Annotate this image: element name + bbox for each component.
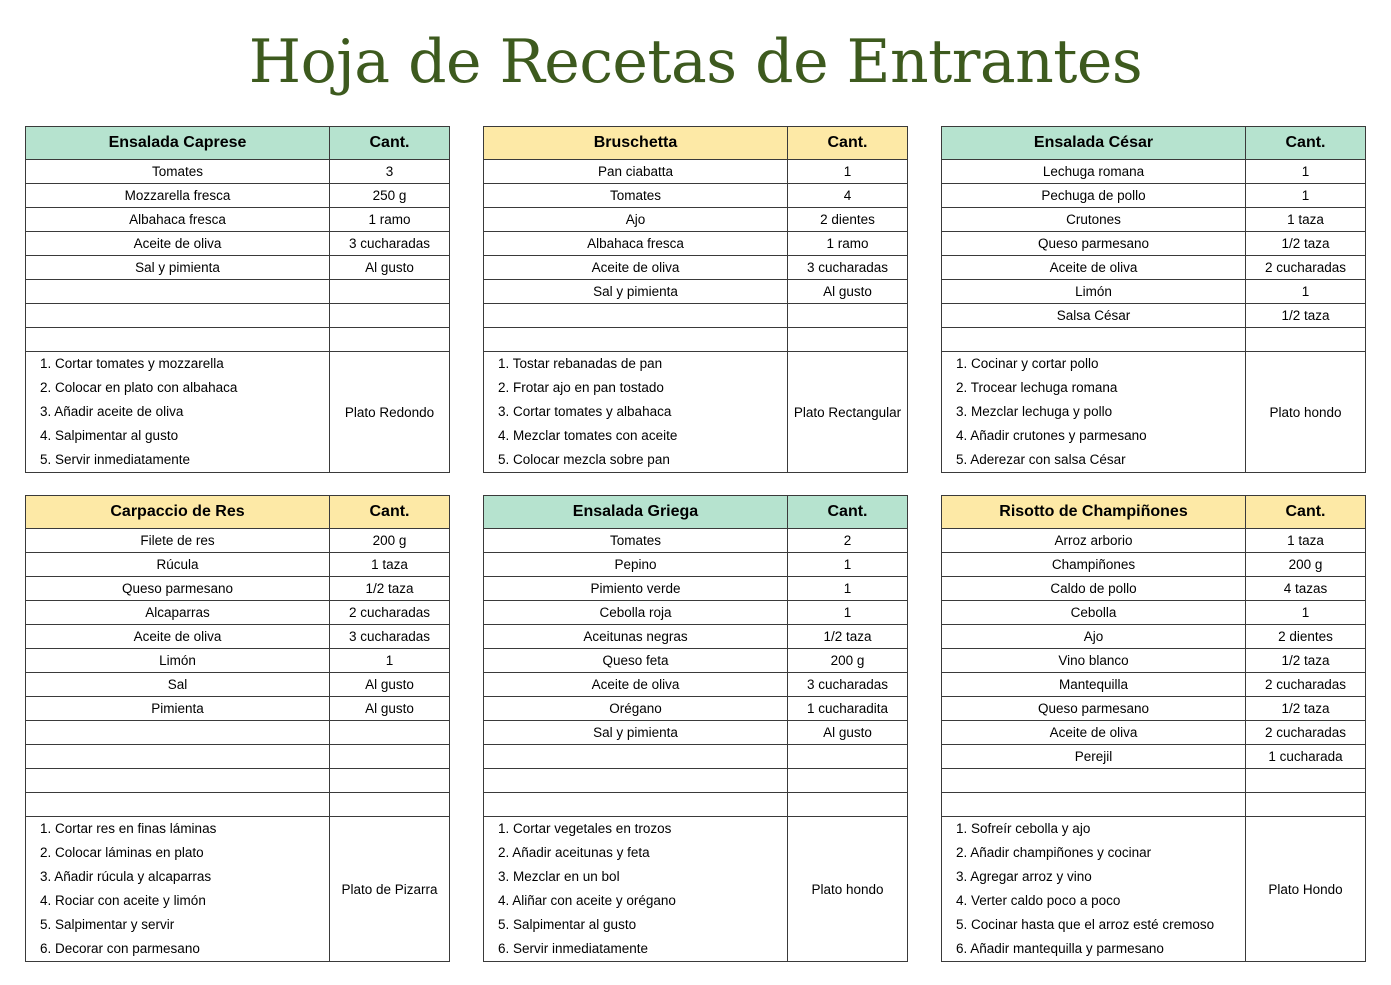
step-item: 6. Añadir mantequilla y parmesano — [956, 941, 1164, 956]
quantity-header: Cant. — [827, 134, 868, 151]
ingredient-row — [942, 745, 1365, 769]
ingredient-row — [26, 328, 449, 352]
ingredient-row — [484, 208, 907, 232]
ingredient-quantity: 2 cucharadas — [1264, 725, 1347, 740]
plate-type: Plato Rectangular — [793, 404, 902, 420]
step-item: 5. Salpimentar al gusto — [498, 917, 637, 932]
ingredient-row — [942, 304, 1365, 328]
recipe-name: Bruschetta — [484, 127, 788, 159]
ingredient-name: Queso feta — [484, 649, 788, 672]
ingredient-row — [484, 649, 907, 673]
ingredient-row — [484, 697, 907, 721]
ingredient-row — [942, 769, 1365, 793]
ingredient-row — [26, 208, 449, 232]
ingredient-name: Limón — [942, 280, 1246, 303]
ingredient-name: Lechuga romana — [942, 160, 1246, 183]
ingredient-row — [484, 673, 907, 697]
step-item: 1. Cocinar y cortar pollo — [956, 356, 1099, 371]
ingredient-row — [484, 769, 907, 793]
ingredient-name — [26, 328, 330, 351]
step-item: 3. Cortar tomates y albahaca — [498, 404, 672, 419]
ingredient-quantity — [330, 721, 449, 744]
quantity-header: Cant. — [369, 503, 410, 520]
ingredient-quantity: Al gusto — [365, 701, 414, 716]
ingredient-name — [26, 793, 330, 816]
ingredient-quantity: 1/2 taza — [1281, 701, 1330, 716]
ingredient-quantity: 250 g — [372, 188, 407, 203]
recipe-card-ensalada-cesar — [941, 126, 1366, 473]
ingredient-quantity: 1 — [1301, 284, 1310, 299]
step-item: 3. Agregar arroz y vino — [956, 869, 1092, 884]
ingredient-name — [942, 793, 1246, 816]
plate-type: Plato hondo — [1269, 404, 1342, 420]
ingredient-row — [942, 721, 1365, 745]
step-item: 3. Añadir rúcula y alcaparras — [40, 869, 212, 884]
ingredient-quantity: 1 cucharadita — [806, 701, 889, 716]
ingredient-row — [26, 697, 449, 721]
ingredient-name: Limón — [26, 649, 330, 672]
ingredient-row — [26, 280, 449, 304]
ingredient-quantity — [1246, 328, 1365, 351]
ingredient-name: Albahaca fresca — [484, 232, 788, 255]
ingredient-name: Ajo — [942, 625, 1246, 648]
ingredient-row — [26, 553, 449, 577]
quantity-header: Cant. — [1285, 134, 1326, 151]
plate-type: Plato Redondo — [344, 404, 435, 420]
ingredient-row — [484, 328, 907, 352]
recipe-header — [26, 127, 449, 160]
instructions-section — [942, 352, 1365, 472]
steps-list — [942, 352, 1246, 472]
ingredient-quantity: 3 cucharadas — [348, 629, 431, 644]
ingredient-quantity — [788, 745, 907, 768]
step-item: 2. Colocar láminas en plato — [40, 845, 204, 860]
instructions-section — [942, 817, 1365, 961]
ingredient-quantity: 1 cucharada — [1268, 749, 1343, 764]
steps-list — [484, 817, 788, 961]
ingredient-quantity: 1 — [843, 164, 852, 179]
ingredient-row — [942, 577, 1365, 601]
ingredient-row — [484, 529, 907, 553]
ingredient-quantity — [1246, 769, 1365, 792]
ingredient-row — [484, 256, 907, 280]
ingredient-name: Aceite de oliva — [484, 673, 788, 696]
ingredient-row — [26, 769, 449, 793]
step-item: 5. Salpimentar y servir — [40, 917, 175, 932]
ingredient-name: Aceite de oliva — [484, 256, 788, 279]
instructions-section — [484, 817, 907, 961]
ingredient-quantity: 1 ramo — [826, 236, 869, 251]
ingredient-row — [484, 601, 907, 625]
ingredient-quantity: 1 taza — [371, 557, 408, 572]
ingredient-quantity: 4 — [843, 188, 852, 203]
ingredient-row — [942, 529, 1365, 553]
ingredient-name: Caldo de pollo — [942, 577, 1246, 600]
ingredient-quantity: 1 — [385, 653, 394, 668]
ingredient-name: Aceite de oliva — [26, 625, 330, 648]
quantity-header: Cant. — [827, 503, 868, 520]
ingredient-row — [942, 208, 1365, 232]
ingredient-quantity — [788, 769, 907, 792]
instructions-section — [26, 352, 449, 472]
ingredient-quantity: 4 tazas — [1283, 581, 1328, 596]
ingredient-quantity: 1 taza — [1287, 212, 1324, 227]
ingredient-quantity: 1 — [843, 605, 852, 620]
ingredient-name: Pimienta — [26, 697, 330, 720]
ingredient-row — [942, 280, 1365, 304]
ingredient-quantity: Al gusto — [365, 260, 414, 275]
ingredient-row — [484, 745, 907, 769]
ingredient-row — [26, 793, 449, 817]
step-item: 4. Salpimentar al gusto — [40, 428, 179, 443]
step-item: 2. Frotar ajo en pan tostado — [498, 380, 664, 395]
recipe-name: Risotto de Champiñones — [942, 496, 1246, 528]
ingredient-name: Sal y pimienta — [26, 256, 330, 279]
ingredient-name: Aceitunas negras — [484, 625, 788, 648]
ingredient-name — [942, 328, 1246, 351]
recipe-name: Ensalada Caprese — [26, 127, 330, 159]
instructions-section — [484, 352, 907, 472]
ingredient-quantity: 2 dientes — [1278, 629, 1333, 644]
recipe-name: Carpaccio de Res — [26, 496, 330, 528]
step-item: 5. Cocinar hasta que el arroz esté cremoso — [956, 917, 1215, 932]
step-item: 6. Servir inmediatamente — [498, 941, 649, 956]
quantity-header: Cant. — [1285, 503, 1326, 520]
ingredient-row — [26, 745, 449, 769]
step-item: 2. Añadir champiñones y cocinar — [956, 845, 1152, 860]
ingredient-name: Mantequilla — [942, 673, 1246, 696]
ingredient-quantity: Al gusto — [365, 677, 414, 692]
step-item: 5. Colocar mezcla sobre pan — [498, 452, 670, 467]
ingredient-row — [26, 601, 449, 625]
ingredient-name — [26, 769, 330, 792]
ingredient-quantity: 1 — [1301, 188, 1310, 203]
ingredient-row — [942, 697, 1365, 721]
ingredient-name: Champiñones — [942, 553, 1246, 576]
recipe-header — [484, 127, 907, 160]
ingredient-quantity: 200 g — [1288, 557, 1323, 572]
ingredient-name — [484, 769, 788, 792]
ingredient-quantity: 2 cucharadas — [348, 605, 431, 620]
ingredient-row — [942, 625, 1365, 649]
ingredient-row — [484, 184, 907, 208]
ingredient-quantity: 2 cucharadas — [1264, 260, 1347, 275]
ingredient-quantity: 2 dientes — [820, 212, 875, 227]
ingredient-row — [26, 256, 449, 280]
step-item: 1. Cortar tomates y mozzarella — [40, 356, 224, 371]
step-item: 1. Cortar vegetales en trozos — [498, 821, 672, 836]
ingredient-row — [942, 601, 1365, 625]
ingredient-quantity: 1/2 taza — [1281, 236, 1330, 251]
ingredient-name: Sal y pimienta — [484, 280, 788, 303]
step-item: 6. Decorar con parmesano — [40, 941, 200, 956]
ingredient-name: Arroz arborio — [942, 529, 1246, 552]
ingredient-quantity: 3 cucharadas — [806, 677, 889, 692]
ingredient-row — [26, 625, 449, 649]
steps-list — [942, 817, 1246, 961]
ingredient-row — [942, 553, 1365, 577]
ingredient-quantity: 1 — [843, 557, 852, 572]
ingredient-name — [484, 304, 788, 327]
steps-list — [26, 817, 330, 961]
ingredient-name — [26, 745, 330, 768]
step-item: 3. Añadir aceite de oliva — [40, 404, 184, 419]
instructions-section — [26, 817, 449, 961]
ingredient-name: Perejil — [942, 745, 1246, 768]
ingredient-quantity — [788, 328, 907, 351]
ingredient-quantity — [330, 793, 449, 816]
ingredient-name: Mozzarella fresca — [26, 184, 330, 207]
ingredient-row — [942, 232, 1365, 256]
ingredient-name: Pan ciabatta — [484, 160, 788, 183]
plate-type: Plato hondo — [811, 881, 884, 897]
ingredient-row — [484, 625, 907, 649]
ingredient-row — [484, 160, 907, 184]
step-item: 2. Colocar en plato con albahaca — [40, 380, 238, 395]
ingredient-name: Tomates — [484, 529, 788, 552]
ingredient-name — [484, 745, 788, 768]
recipe-card-ensalada-caprese — [25, 126, 450, 473]
ingredient-quantity — [788, 304, 907, 327]
ingredient-name: Salsa César — [942, 304, 1246, 327]
step-item: 2. Añadir aceitunas y feta — [498, 845, 650, 860]
step-item: 1. Tostar rebanadas de pan — [498, 356, 663, 371]
step-item: 1. Cortar res en finas láminas — [40, 821, 217, 836]
ingredient-name — [26, 280, 330, 303]
recipe-header — [26, 496, 449, 529]
step-item: 4. Añadir crutones y parmesano — [956, 428, 1147, 443]
ingredient-name: Queso parmesano — [942, 697, 1246, 720]
recipe-name: Ensalada Griega — [484, 496, 788, 528]
ingredient-name: Queso parmesano — [942, 232, 1246, 255]
ingredient-quantity: 1/2 taza — [823, 629, 872, 644]
ingredient-quantity: 2 — [843, 533, 852, 548]
ingredient-name: Albahaca fresca — [26, 208, 330, 231]
ingredient-quantity: 200 g — [830, 653, 865, 668]
recipe-name: Ensalada César — [942, 127, 1246, 159]
recipe-header — [484, 496, 907, 529]
ingredient-quantity: 1 ramo — [368, 212, 411, 227]
ingredient-quantity: Al gusto — [823, 284, 872, 299]
step-item: 5. Servir inmediatamente — [40, 452, 191, 467]
steps-list — [484, 352, 788, 472]
ingredient-name — [942, 769, 1246, 792]
step-item: 2. Trocear lechuga romana — [956, 380, 1118, 395]
step-item: 4. Verter caldo poco a poco — [956, 893, 1121, 908]
step-item: 3. Mezclar en un bol — [498, 869, 620, 884]
ingredient-name: Queso parmesano — [26, 577, 330, 600]
ingredient-quantity: Al gusto — [823, 725, 872, 740]
ingredient-row — [942, 160, 1365, 184]
step-item: 1. Sofreír cebolla y ajo — [956, 821, 1091, 836]
ingredient-name: Tomates — [26, 160, 330, 183]
ingredient-row — [26, 232, 449, 256]
ingredient-row — [484, 577, 907, 601]
ingredient-name: Alcaparras — [26, 601, 330, 624]
ingredient-quantity: 200 g — [372, 533, 407, 548]
ingredient-name: Tomates — [484, 184, 788, 207]
page-title: Hoja de Recetas de Entrantes — [248, 27, 1143, 97]
ingredient-name: Cebolla — [942, 601, 1246, 624]
recipe-card-ensalada-griega — [483, 495, 908, 962]
ingredient-quantity — [330, 769, 449, 792]
step-item: 4. Aliñar con aceite y orégano — [498, 893, 676, 908]
ingredient-name: Sal y pimienta — [484, 721, 788, 744]
ingredient-name: Sal — [26, 673, 330, 696]
ingredient-quantity — [788, 793, 907, 816]
ingredient-name: Crutones — [942, 208, 1246, 231]
plate-type: Plato de Pizarra — [341, 881, 438, 897]
ingredient-row — [26, 721, 449, 745]
ingredient-quantity — [330, 745, 449, 768]
ingredient-row — [484, 280, 907, 304]
ingredient-quantity — [1246, 793, 1365, 816]
ingredient-row — [942, 649, 1365, 673]
ingredient-quantity: 1/2 taza — [365, 581, 414, 596]
ingredient-name: Pepino — [484, 553, 788, 576]
ingredient-name: Pimiento verde — [484, 577, 788, 600]
step-item: 5. Aderezar con salsa César — [956, 452, 1126, 467]
ingredient-quantity — [330, 280, 449, 303]
ingredient-quantity: 3 — [385, 164, 394, 179]
ingredient-row — [26, 160, 449, 184]
ingredient-name: Aceite de oliva — [942, 721, 1246, 744]
ingredient-quantity: 3 cucharadas — [806, 260, 889, 275]
ingredient-quantity: 3 cucharadas — [348, 236, 431, 251]
recipe-card-bruschetta — [483, 126, 908, 473]
ingredient-name — [26, 304, 330, 327]
ingredient-row — [484, 304, 907, 328]
ingredient-name: Ajo — [484, 208, 788, 231]
ingredient-name: Orégano — [484, 697, 788, 720]
ingredient-row — [942, 673, 1365, 697]
ingredient-row — [26, 577, 449, 601]
plate-type: Plato Hondo — [1268, 881, 1343, 897]
ingredient-quantity: 1 taza — [1287, 533, 1324, 548]
step-item: 4. Mezclar tomates con aceite — [498, 428, 678, 443]
ingredient-row — [942, 328, 1365, 352]
ingredient-name — [484, 793, 788, 816]
step-item: 4. Rociar con aceite y limón — [40, 893, 206, 908]
ingredient-row — [942, 793, 1365, 817]
recipe-header — [942, 496, 1365, 529]
ingredient-row — [26, 184, 449, 208]
ingredient-quantity — [330, 304, 449, 327]
ingredient-name — [26, 721, 330, 744]
ingredient-name: Cebolla roja — [484, 601, 788, 624]
ingredient-name — [484, 328, 788, 351]
steps-list — [26, 352, 330, 472]
ingredient-name: Filete de res — [26, 529, 330, 552]
ingredient-row — [26, 673, 449, 697]
ingredient-quantity — [330, 328, 449, 351]
recipe-header — [942, 127, 1365, 160]
recipe-card-carpaccio-de-res — [25, 495, 450, 962]
quantity-header: Cant. — [369, 134, 410, 151]
ingredient-name: Pechuga de pollo — [942, 184, 1246, 207]
ingredient-name: Rúcula — [26, 553, 330, 576]
ingredient-row — [26, 649, 449, 673]
ingredient-quantity: 1/2 taza — [1281, 653, 1330, 668]
ingredient-row — [942, 184, 1365, 208]
ingredient-quantity: 1 — [1301, 605, 1310, 620]
ingredient-row — [484, 232, 907, 256]
recipe-card-risotto-de-champinones — [941, 495, 1366, 962]
ingredient-row — [26, 304, 449, 328]
ingredient-quantity: 2 cucharadas — [1264, 677, 1347, 692]
ingredient-name: Aceite de oliva — [26, 232, 330, 255]
ingredient-name: Aceite de oliva — [942, 256, 1246, 279]
step-item: 3. Mezclar lechuga y pollo — [956, 404, 1113, 419]
ingredient-quantity: 1/2 taza — [1281, 308, 1330, 323]
ingredient-row — [26, 529, 449, 553]
ingredient-quantity: 1 — [1301, 164, 1310, 179]
ingredient-row — [484, 553, 907, 577]
ingredient-name: Vino blanco — [942, 649, 1246, 672]
ingredient-row — [484, 793, 907, 817]
ingredient-row — [942, 256, 1365, 280]
ingredient-quantity: 1 — [843, 581, 852, 596]
ingredient-row — [484, 721, 907, 745]
